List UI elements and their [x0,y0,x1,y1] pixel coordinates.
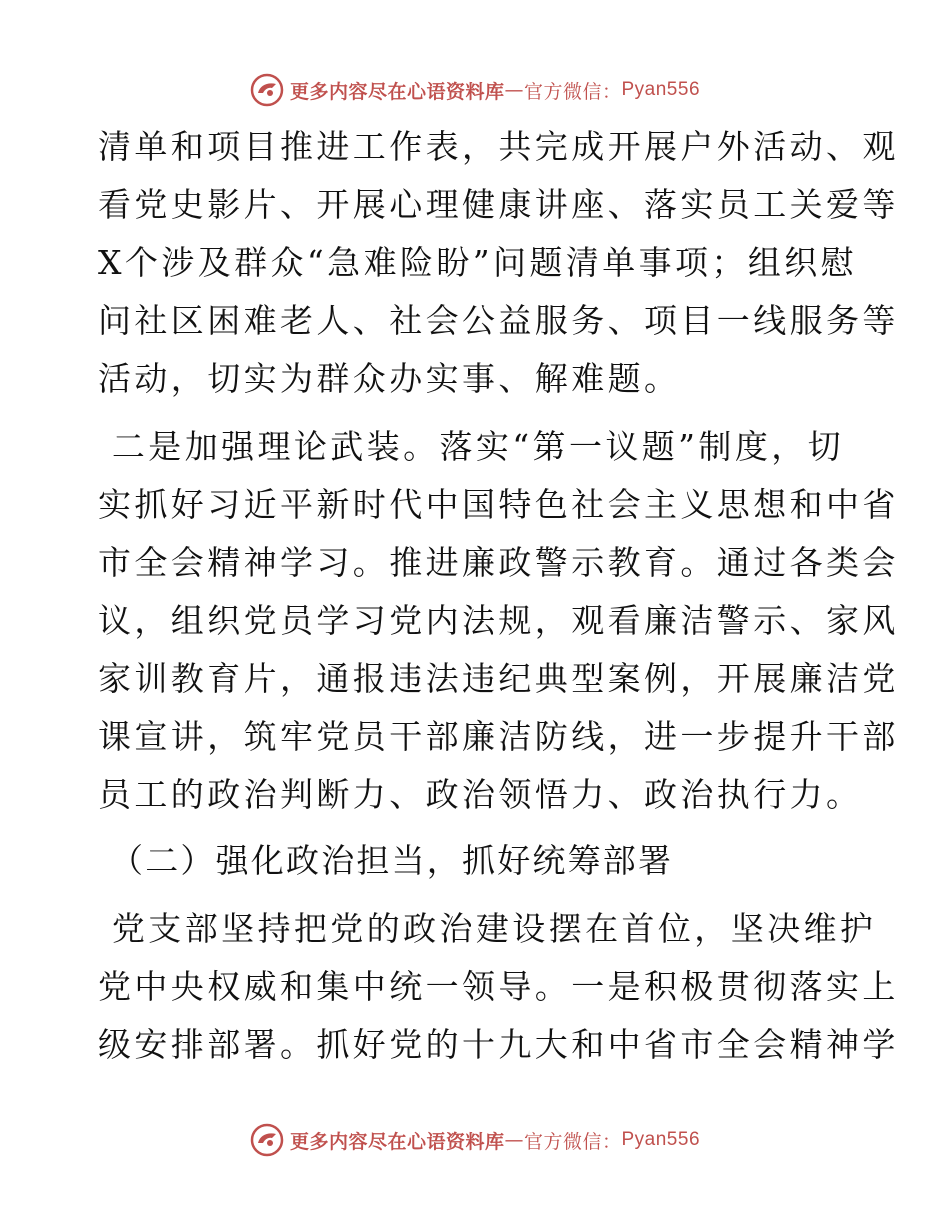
banner-brand-text: 更多内容尽在心语资料库 [289,80,505,103]
paragraph-spacer [98,890,858,900]
text-line: 二是加强理论武装。落实“第一议题”制度，切 [98,427,845,466]
banner-brand-text: 更多内容尽在心语资料库 [289,1130,505,1153]
paragraph-spacer [98,408,858,418]
text-line: 活动，切实为群众办实事、解难题。 [98,359,681,398]
text-line: 议，组织党员学习党内法规，观看廉洁警示、家风 [98,601,899,640]
paragraph-spacer [98,824,858,832]
text-line: 员工的政治判断力、政治领悟力、政治执行力。 [98,775,863,814]
banner-separator: — [504,1129,524,1151]
banner-wechat-label: 官方微信： [523,80,622,103]
banner-wechat-handle: Pyan556 [621,79,701,100]
header-banner [0,70,950,110]
text-line: 清单和项目推进工作表，共完成开展户外活动、观 [98,127,899,166]
section-heading: （二）强化政治担当，抓好统筹部署 [110,841,674,880]
banner-wechat-handle: Pyan556 [621,1129,701,1150]
text-line: 级安排部署。抓好党的十九大和中省市全会精神学 [98,1025,899,1064]
document-body [98,118,899,1074]
text-line: 市全会精神学习。推进廉政警示教育。通过各类会 [98,543,899,582]
banner-wechat-label: 官方微信： [523,1130,622,1153]
banner-separator: — [504,79,524,101]
text-line: 党支部坚持把党的政治建设摆在首位，坚决维护 [98,909,877,948]
text-line: 党中央权威和集中统一领导。一是积极贯彻落实上 [98,967,899,1006]
text-line: 问社区困难老人、社会公益服务、项目一线服务等 [98,301,899,340]
text-line: 实抓好习近平新时代中国特色社会主义思想和中省 [98,485,899,524]
text-line: 家训教育片，通报违法违纪典型案例，开展廉洁党 [98,659,899,698]
text-line: X个涉及群众“急难险盼”问题清单事项；组织慰 [98,243,858,282]
text-line: 看党史影片、开展心理健康讲座、落实员工关爱等 [98,185,899,224]
text-line: 课宣讲，筑牢党员干部廉洁防线，进一步提升干部 [98,717,899,756]
footer-banner [0,1120,950,1160]
circular-bull-emblem-icon [250,73,284,107]
circular-bull-emblem-icon [250,1123,284,1157]
